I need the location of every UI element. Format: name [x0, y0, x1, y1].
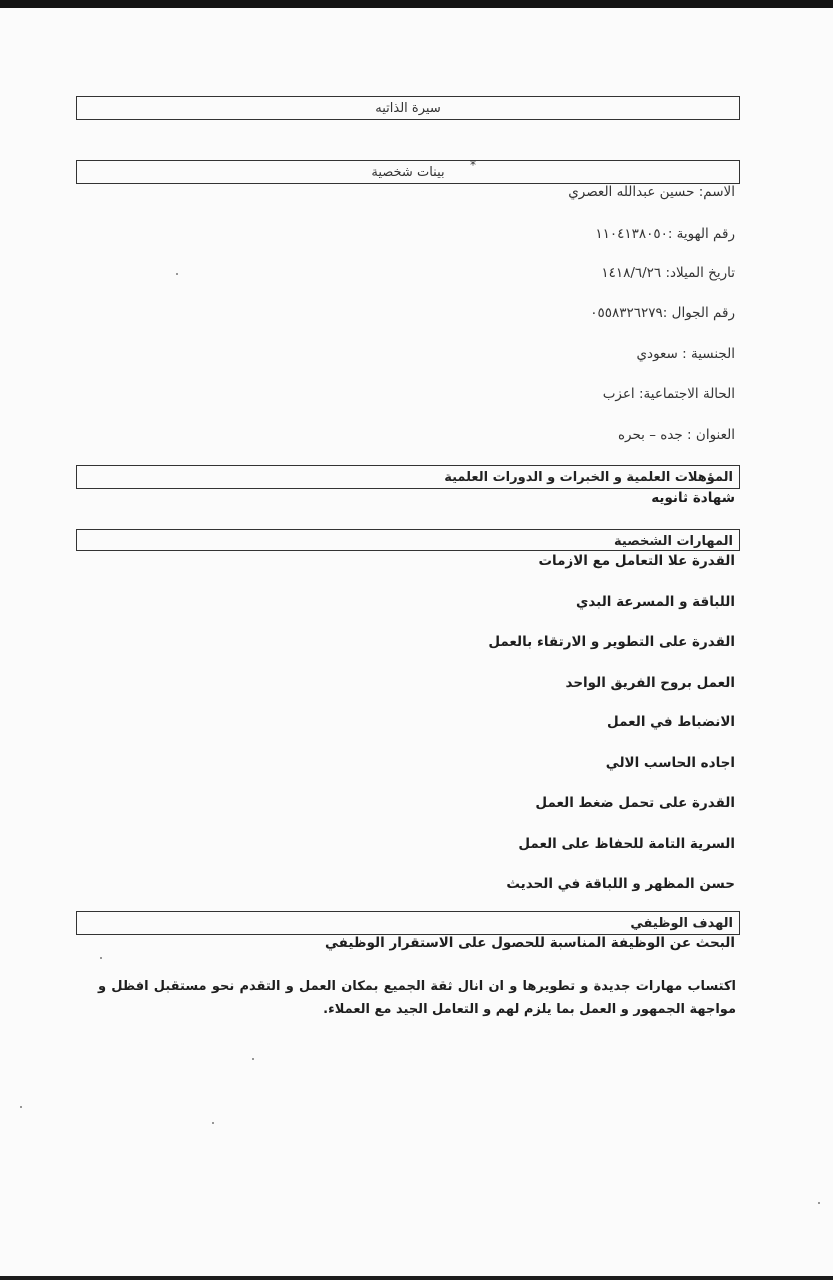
- field-id-number: رقم الهوية :١١٠٤١٣٨٠٥٠: [595, 226, 735, 242]
- scan-speck: [212, 1122, 214, 1124]
- field-birth-date: تاريخ الميلاد: ١٤١٨/٦/٢٦: [601, 265, 735, 281]
- skills-heading: المهارات الشخصية: [614, 534, 733, 549]
- field-mobile: رقم الجوال :٠٥٥٨٣٢٦٢٧٩: [590, 305, 735, 321]
- bottom-edge: [0, 1276, 833, 1280]
- skill-item: حسن المظهر و اللباقة في الحديث: [506, 876, 735, 892]
- qualifications-heading-box: [76, 465, 740, 489]
- objective-heading-box: [76, 911, 740, 935]
- field-nationality: الجنسية : سعودي: [636, 346, 735, 362]
- document-title: سيرة الذاتيه: [375, 101, 441, 116]
- field-marital-status: الحالة الاجتماعية: اعزب: [602, 386, 735, 402]
- scan-speck: [176, 273, 178, 275]
- top-edge: [0, 0, 833, 8]
- bullet-asterisk: *: [470, 158, 476, 172]
- skills-heading-box: [76, 529, 740, 551]
- skill-item: اللباقة و المسرعة البدي: [576, 594, 735, 610]
- scan-speck: [818, 1202, 820, 1204]
- scan-speck: [252, 1058, 254, 1060]
- objective-line: البحث عن الوظيفة المناسبة للحصول على الاستقرار الوظيفي: [324, 935, 735, 951]
- field-name: الاسم: حسين عبدالله العصري: [568, 184, 735, 200]
- skill-item: السرية التامة للحفاظ على العمل: [518, 836, 735, 852]
- objective-paragraph: اكتساب مهارات جديدة و تطويرها و ان انال ثقة الجميع بمكان العمل و التقدم نحو مستقبل افظل و مواجهة الجمهور و العمل بما يلزم لهم و التعامل الجيد مع العملاء.: [98, 979, 736, 1017]
- skill-item: القدرة علا التعامل مع الازمات: [538, 553, 735, 569]
- skill-item: القدرة على تحمل ضغط العمل: [535, 795, 735, 811]
- skill-item: اجاده الحاسب الالي: [605, 755, 735, 771]
- scan-speck: [20, 1106, 22, 1108]
- personal-heading-box: [76, 160, 740, 184]
- qualification-item: شهادة ثانويه: [651, 490, 735, 506]
- objective-heading: الهدف الوظيفي: [630, 916, 733, 931]
- skill-item: القدرة على التطوير و الارتقاء بالعمل: [488, 634, 735, 650]
- field-address: العنوان : جده – بحره: [617, 427, 735, 443]
- title-box: [76, 96, 740, 120]
- qualifications-heading: المؤهلات العلمية و الخبرات و الدورات العلمية: [444, 470, 733, 485]
- skill-item: العمل بروح الفريق الواحد: [565, 675, 735, 691]
- personal-heading: بينات شخصية: [371, 165, 445, 180]
- scan-speck: [100, 957, 102, 959]
- skill-item: الانضباط في العمل: [607, 714, 735, 730]
